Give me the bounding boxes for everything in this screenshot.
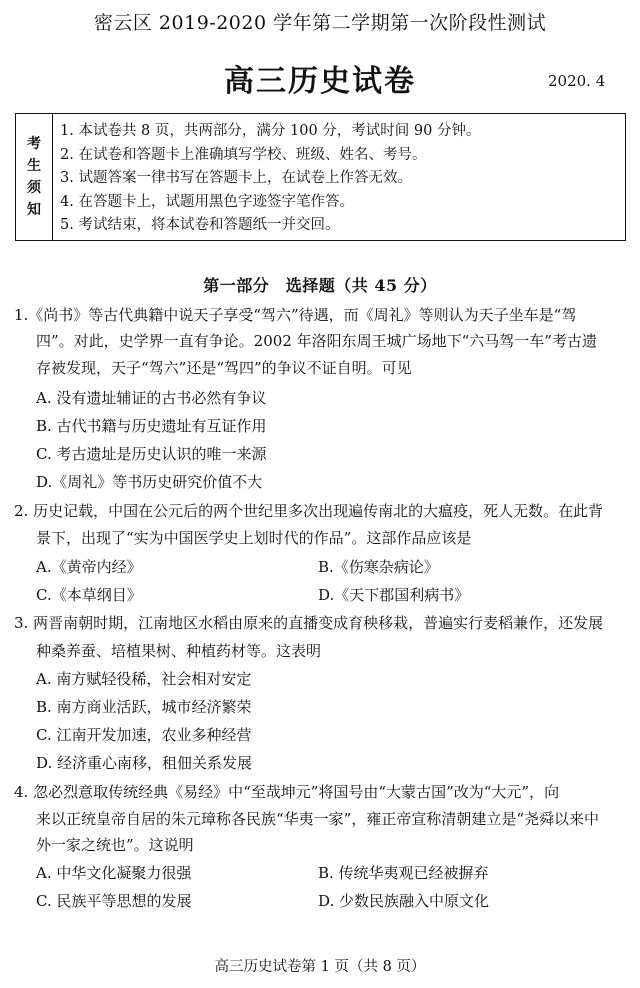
- notice-item: 2. 在试卷和答题卡上准确填写学校、班级、姓名、考号。: [60, 146, 427, 163]
- question-1-line: 四”。对此，史学界一直有争论。2002 年洛阳东周王城广场地下“六马驾一车”考古遗: [36, 332, 597, 350]
- question-4-line: 外一家之统也”。这说明: [36, 836, 194, 854]
- notice-label-char: 考: [27, 136, 41, 152]
- page-footer: 高三历史试卷第 1 页（共 8 页）: [214, 959, 426, 975]
- question-3-option-c: C. 江南开发加速，农业多种经营: [36, 726, 252, 744]
- question-3-option-d: D. 经济重心南移，租佃关系发展: [36, 754, 253, 772]
- page-title: 高三历史试卷: [224, 64, 416, 99]
- notice-label-char: 知: [27, 202, 41, 218]
- question-3-option-b: B. 南方商业活跃，城市经济繁荣: [36, 698, 252, 716]
- question-1-option-d: D.《周礼》等书历史研究价值不大: [36, 473, 263, 491]
- question-1-option-a: A. 没有遗址辅证的古书必然有争议: [36, 389, 267, 407]
- question-2-option-b: B.《伤寒杂病论》: [318, 558, 439, 576]
- question-4-line: 来以正统皇帝自居的朱元璋称各民族“华夷一家”，雍正帝宣称清朝建立是“尧舜以来中: [36, 810, 600, 828]
- question-4-option-b: B. 传统华夷观已经被摒弃: [318, 864, 489, 882]
- notice-box: [15, 113, 626, 241]
- notice-item: 1. 本试卷共 8 页，共两部分，满分 100 分，考试时间 90 分钟。: [60, 123, 481, 139]
- notice-list: [60, 120, 480, 238]
- question-3-line: 3. 两晋南朝时期，江南地区水稻由原来的直播变成育秧移栽，普遍实行麦稻兼作，还发展: [14, 614, 604, 632]
- question-1-line: 1.《尚书》等古代典籍中说天子享受“驾六”待遇，而《周礼》等则认为天子坐车是“驾: [14, 306, 577, 324]
- notice-label: [16, 114, 53, 240]
- question-4-line: 4. 忽必烈意取传统经典《易经》中“至哉坤元”将国号由“大蒙古国”改为“大元”，向: [14, 783, 560, 801]
- question-3-line: 种桑养蚕、培植果树、种植药材等。这表明: [36, 642, 322, 660]
- question-4-option-a: A. 中华文化凝聚力很强: [36, 864, 192, 882]
- question-4-option-c: C. 民族平等思想的发展: [36, 892, 192, 910]
- notice-label-char: 生: [27, 158, 41, 174]
- notice-item: 3. 试题答案一律书写在答题卡上，在试卷上作答无效。: [60, 170, 412, 186]
- section-title: 第一部分 选择题（共 45 分）: [203, 276, 437, 295]
- question-2-option-d: D.《天下郡国利病书》: [318, 586, 470, 604]
- question-1-option-b: B. 古代书籍与历史遗址有互证作用: [36, 417, 267, 435]
- notice-label-char: 须: [27, 180, 41, 196]
- question-2-line: 景下，出现了“实为中国医学史上划时代的作品”。这部作品应该是: [36, 529, 472, 547]
- exam-name: 密云区 2019-2020 学年第二学期第一次阶段性测试: [93, 12, 547, 34]
- notice-item: 4. 在答题卡上，试题用黑色字迹签字笔作答。: [60, 193, 354, 210]
- question-1-line: 存被发现，天子“驾六”还是“驾四”的争议不证自明。可见: [36, 359, 412, 377]
- question-2-option-a: A.《黄帝内经》: [36, 558, 142, 576]
- question-1-option-c: C. 考古遗址是历史认识的唯一来源: [36, 445, 267, 463]
- question-3-option-a: A. 南方赋轻役稀，社会相对安定: [36, 670, 252, 688]
- question-2-option-c: C.《本草纲目》: [36, 586, 142, 604]
- question-2-line: 2. 历史记载，中国在公元后的两个世纪里多次出现遍传南北的大瘟疫，死人无数。在此背: [14, 502, 604, 520]
- notice-item: 5. 考试结束，将本试卷和答题纸一并交回。: [60, 217, 340, 233]
- exam-date: 2020. 4: [548, 72, 606, 90]
- question-4-option-d: D. 少数民族融入中原文化: [318, 892, 490, 910]
